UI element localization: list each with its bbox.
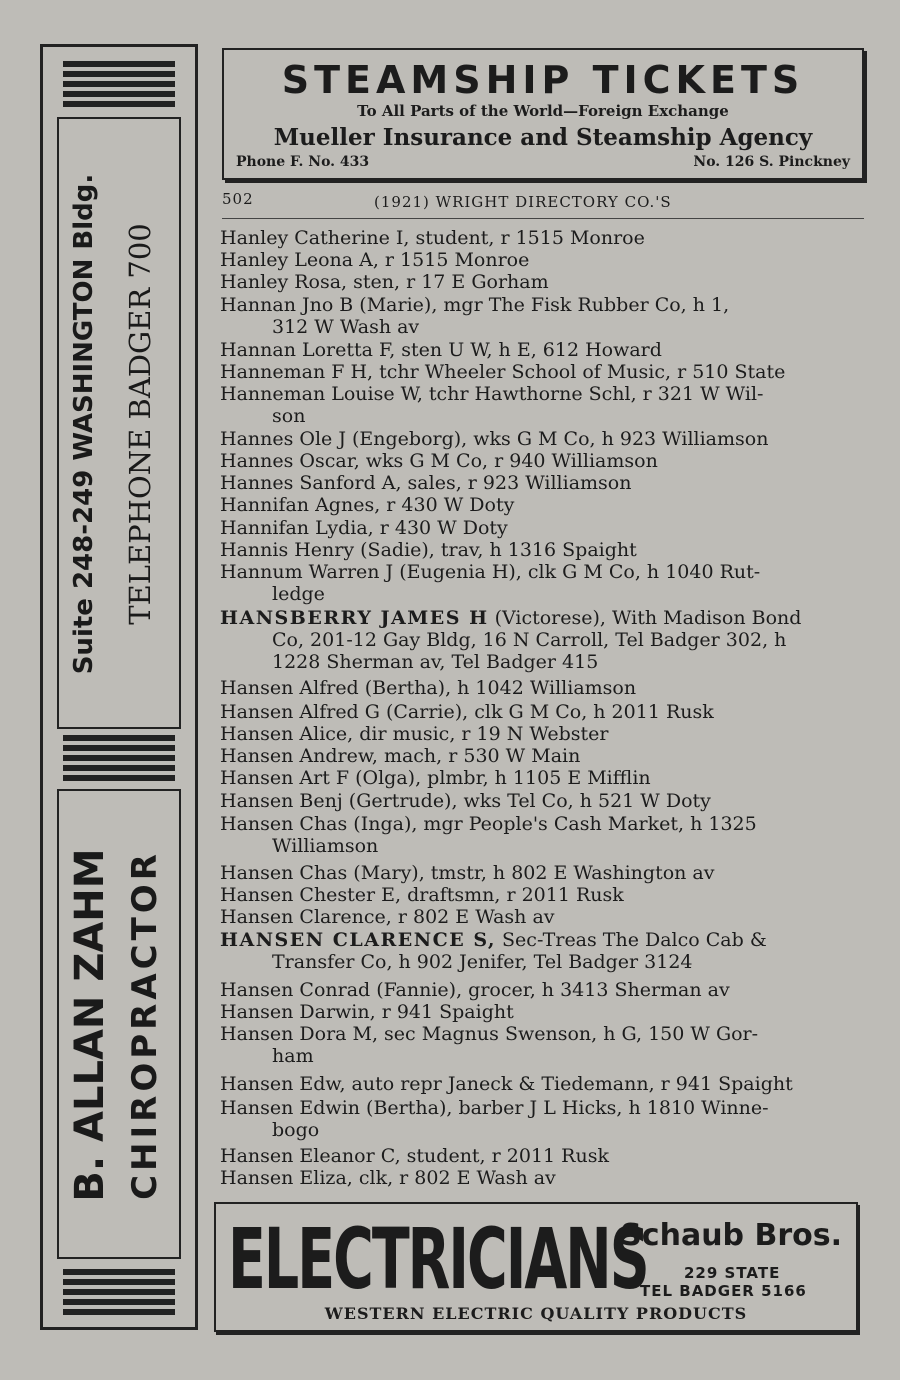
suite-address: Suite 248-249 WASHINGTON Bldg. — [69, 173, 99, 675]
list-item: Hansen Eleanor C, student, r 2011 Rusk — [220, 1145, 609, 1167]
list-item: Hansen Eliza, clk, r 802 E Wash av — [220, 1167, 556, 1189]
telephone-line: TELEPHONE BADGER 700 — [123, 223, 157, 625]
company-street: 229 STATE — [684, 1264, 781, 1282]
list-item: Hanneman F H, tchr Wheeler School of Music, r 510 State — [220, 361, 786, 383]
ad-title: STEAMSHIP TICKETS — [281, 58, 805, 102]
list-item: Hansen Clarence, r 802 E Wash av — [220, 906, 555, 928]
decorative-bars — [63, 61, 175, 107]
list-item: Hansen Chester E, draftsmn, r 2011 Rusk — [220, 884, 624, 906]
company-tel: TEL BADGER 5166 — [640, 1282, 807, 1300]
list-item: Hansen Alfred (Bertha), h 1042 Williamson — [220, 677, 637, 699]
list-item: Hanley Leona A, r 1515 Monroe — [220, 249, 530, 271]
chiropractor-name: B. ALLAN ZAHM — [67, 848, 113, 1202]
ad-tagline: WESTERN ELECTRIC QUALITY PRODUCTS — [324, 1304, 748, 1323]
agency-phone: Phone F. No. 433 — [236, 154, 370, 170]
ad-subtitle: To All Parts of the World—Foreign Exchange — [357, 102, 729, 120]
list-item: Hanley Rosa, sten, r 17 E Gorham — [220, 271, 549, 293]
directory-title: (1921) WRIGHT DIRECTORY CO.'S — [374, 193, 672, 211]
list-item: Hansen Benj (Gertrude), wks Tel Co, h 521 W Doty — [220, 790, 711, 812]
list-item: Hansen Edwin (Bertha), barber J L Hicks, h 1810 Winne- bogo — [220, 1097, 769, 1141]
list-item: Hansen Edw, auto repr Janeck & Tiedemann, r 941 Spaight — [220, 1073, 793, 1095]
list-item: Hansen Dora M, sec Magnus Swenson, h G, 150 W Gor- ham — [220, 1023, 759, 1067]
list-item: Hansen Andrew, mach, r 530 W Main — [220, 745, 581, 767]
list-item: Hannifan Agnes, r 430 W Doty — [220, 494, 515, 516]
address-box — [57, 117, 181, 729]
agency-address: No. 126 S. Pinckney — [693, 154, 850, 170]
list-item: Hansen Art F (Olga), plmbr, h 1105 E Mifflin — [220, 767, 651, 789]
list-item: Hanley Catherine I, student, r 1515 Monroe — [220, 227, 645, 249]
list-item: Hansen Chas (Inga), mgr People's Cash Market, h 1325 Williamson — [220, 813, 757, 857]
list-item: Hansen Alice, dir music, r 19 N Webster — [220, 723, 609, 745]
name-box — [57, 789, 181, 1259]
list-item: HANSEN CLARENCE S, Sec-Treas The Dalco Cab & Transfer Co, h 902 Jenifer, Tel Badger 3124 — [220, 929, 767, 973]
list-item: Hansen Chas (Mary), tmstr, h 802 E Washington av — [220, 862, 715, 884]
profession-label: CHIROPRACTOR — [125, 850, 165, 1200]
steamship-ad — [222, 48, 864, 180]
decorative-bars — [63, 1269, 175, 1315]
list-item: Hanneman Louise W, tchr Hawthorne Schl, r 321 W Wil- son — [220, 383, 764, 427]
list-item: Hannes Oscar, wks G M Co, r 940 Williamson — [220, 450, 658, 472]
chiropractor-ad — [40, 44, 198, 1330]
list-item: Hansen Conrad (Fannie), grocer, h 3413 Sherman av — [220, 979, 730, 1001]
page-number: 502 — [222, 190, 254, 208]
list-item: Hannes Ole J (Engeborg), wks G M Co, h 923 Williamson — [220, 428, 769, 450]
agency-name: Mueller Insurance and Steamship Agency — [273, 124, 813, 151]
page-header — [222, 190, 864, 219]
list-item: Hansen Alfred G (Carrie), clk G M Co, h 2011 Rusk — [220, 701, 714, 723]
list-item: Hansen Darwin, r 941 Spaight — [220, 1001, 514, 1023]
list-item: Hannis Henry (Sadie), trav, h 1316 Spaight — [220, 539, 637, 561]
list-item: Hannum Warren J (Eugenia H), clk G M Co, h 1040 Rut- ledge — [220, 561, 761, 605]
list-item: Hannan Jno B (Marie), mgr The Fisk Rubber Co, h 1, 312 W Wash av — [220, 294, 730, 338]
list-item: Hannan Loretta F, sten U W, h E, 612 Howard — [220, 339, 662, 361]
list-item: Hannes Sanford A, sales, r 923 Williamson — [220, 472, 632, 494]
decorative-bars — [63, 735, 175, 781]
list-item: HANSBERRY JAMES H (Victorese), With Madison Bond Co, 201-12 Gay Bldg, 16 N Carroll, Tel Badger 302, h 1228 Sherman av, Tel Badger 415 — [220, 607, 802, 673]
list-item: Hannifan Lydia, r 430 W Doty — [220, 517, 508, 539]
electricians-ad — [214, 1202, 858, 1332]
ad-headline: ELECTRICIANS — [228, 1210, 648, 1308]
company-name: Schaub Bros. — [620, 1218, 842, 1253]
